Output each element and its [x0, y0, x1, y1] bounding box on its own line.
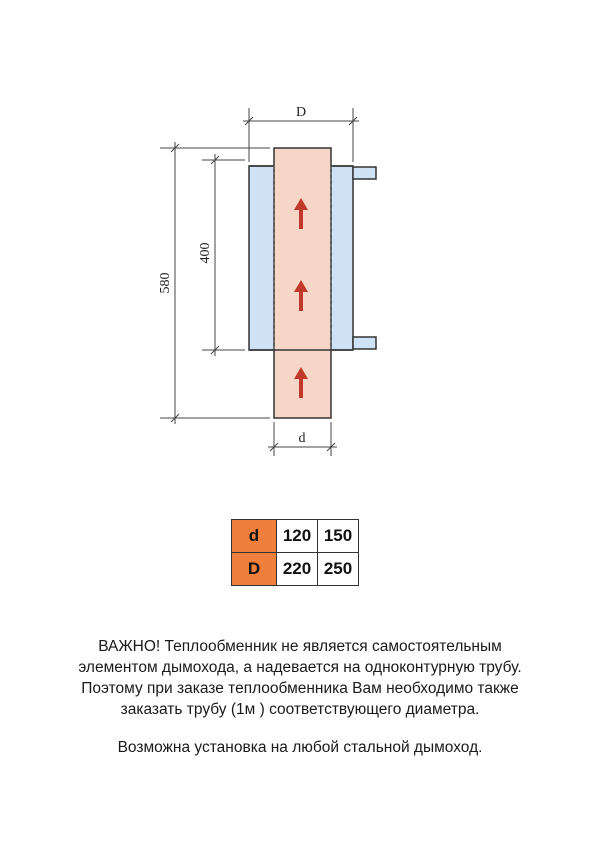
label-400: 400 — [198, 242, 213, 264]
cell-D-1: 220 — [277, 553, 318, 586]
installation-note — [0, 737, 600, 758]
label-D: D — [295, 105, 307, 120]
label-d: d — [298, 431, 306, 446]
nozzle-top — [353, 167, 376, 179]
label-580: 580 — [158, 272, 173, 294]
row-label-D: D — [232, 553, 277, 586]
note-line-1: ВАЖНО! Теплообменник не является самостоятельным — [98, 638, 502, 655]
cell-d-1: 120 — [277, 520, 318, 553]
table-row-d — [232, 520, 359, 553]
size-table — [231, 519, 359, 586]
important-note — [0, 636, 600, 720]
table-row-D — [232, 553, 359, 586]
note-line-3: Поэтому при заказе теплообменника Вам необходимо также — [81, 680, 519, 697]
nozzle-bottom — [353, 337, 376, 349]
note-line-4: заказать трубу (1м ) соответствующего диаметра. — [120, 701, 480, 718]
note-line-2: элементом дымохода, а надевается на одноконтурную трубу. — [78, 659, 522, 676]
row-label-d: d — [232, 520, 277, 553]
cell-D-2: 250 — [318, 553, 359, 586]
installation-note-text: Возможна установка на любой стальной дымоход. — [117, 739, 483, 756]
cell-d-2: 150 — [318, 520, 359, 553]
